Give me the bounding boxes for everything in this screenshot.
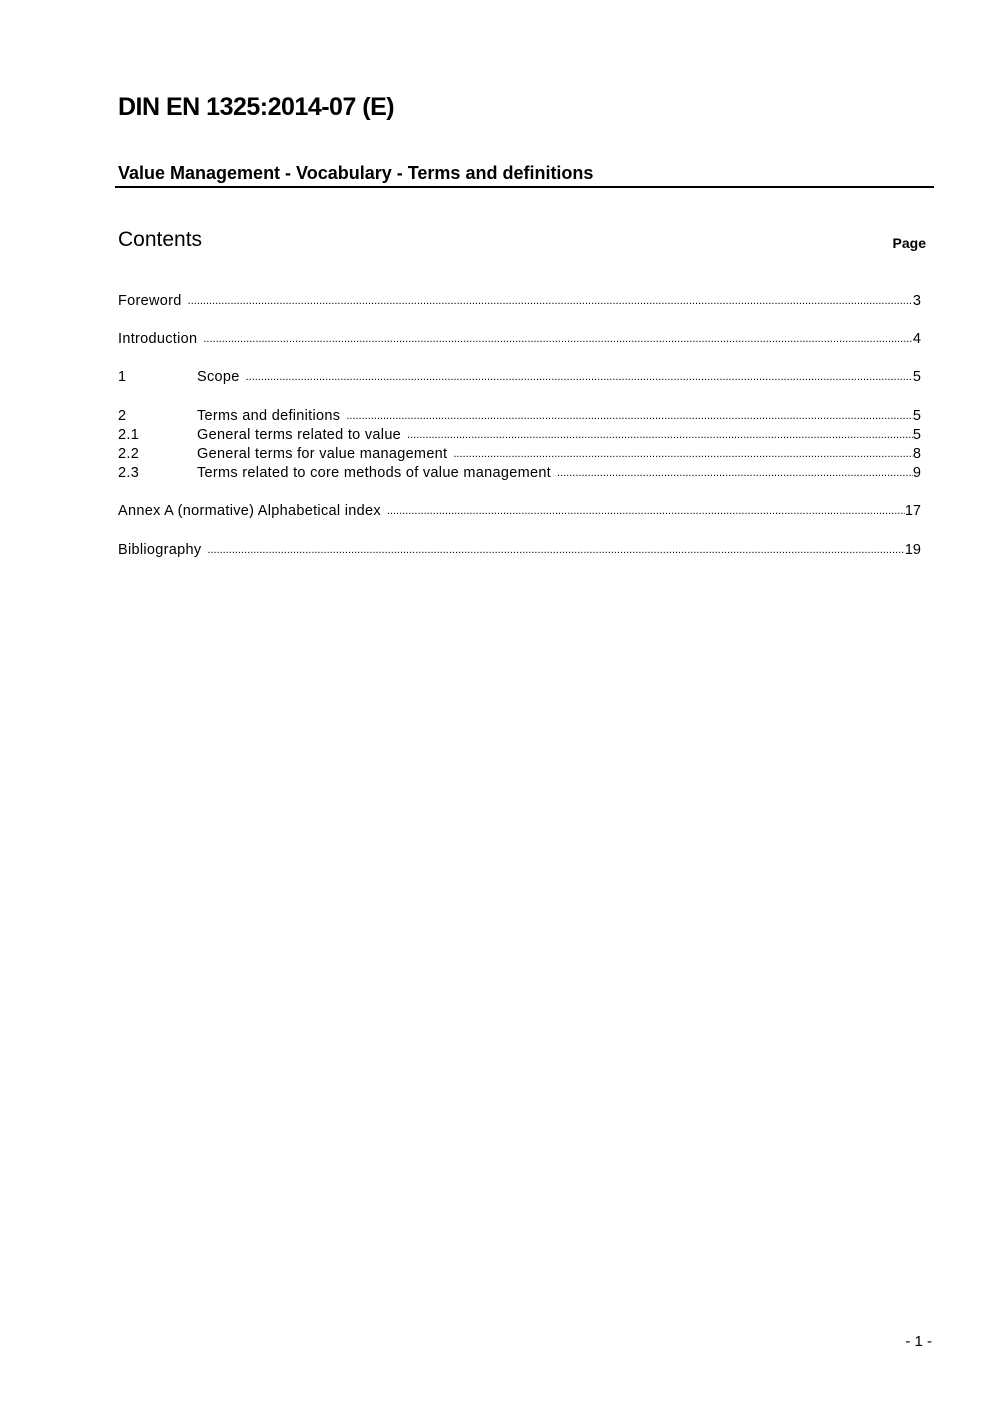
toc-entry-scope[interactable] <box>118 368 921 387</box>
toc-entry-number: 2.3 <box>118 465 140 481</box>
document-title: Value Management - Vocabulary - Terms and definitions <box>118 163 594 183</box>
toc-entry-page: 4 <box>912 331 921 347</box>
toc-entry-number: 1 <box>118 369 127 385</box>
toc-entry-general-terms-value-management[interactable] <box>118 445 921 464</box>
toc-entry-page: 19 <box>904 542 921 558</box>
page-number: - 1 - <box>905 1333 932 1350</box>
toc-entry-title: Bibliography <box>118 542 202 558</box>
toc-entry-title: Scope <box>197 369 240 385</box>
toc-entry-page: 5 <box>912 427 921 443</box>
toc-entry-page: 8 <box>912 446 921 462</box>
toc-entry-page: 17 <box>904 503 921 519</box>
toc-leader-dots <box>346 407 913 426</box>
toc-leader-dots <box>246 368 913 387</box>
toc-entry-terms-and-definitions[interactable] <box>118 407 921 426</box>
toc-entry-page: 5 <box>912 408 921 424</box>
toc-leader-dots <box>557 464 913 483</box>
toc-entry-title: Annex A (normative) Alphabetical index <box>118 503 381 519</box>
toc-entry-number: 2.2 <box>118 446 140 462</box>
title-underline <box>115 186 934 188</box>
document-id: DIN EN 1325:2014-07 (E) <box>118 93 395 121</box>
toc-entry-annex-a[interactable] <box>118 502 921 521</box>
toc-entry-page: 5 <box>912 369 921 385</box>
toc-leader-dots <box>207 541 904 560</box>
page-column-heading: Page <box>892 235 926 251</box>
toc-entry-page: 9 <box>912 465 921 481</box>
toc-entry-number: 2 <box>118 408 127 424</box>
toc-leader-dots <box>203 330 913 349</box>
toc-leader-dots <box>387 502 905 521</box>
contents-heading: Contents <box>118 228 203 251</box>
toc-entry-general-terms-value[interactable] <box>118 426 921 445</box>
toc-entry-core-methods[interactable] <box>118 464 921 483</box>
toc-leader-dots <box>188 292 913 311</box>
toc-entry-title: Terms related to core methods of value management <box>197 465 552 481</box>
toc-entry-title: General terms for value management <box>197 446 448 462</box>
toc-entry-page: 3 <box>912 293 921 309</box>
toc-entry-title: General terms related to value <box>197 427 402 443</box>
toc-entry-introduction[interactable] <box>118 330 921 349</box>
toc-entry-title: Foreword <box>118 293 182 309</box>
toc-entry-bibliography[interactable] <box>118 541 921 560</box>
toc-entry-foreword[interactable] <box>118 292 921 311</box>
toc-entry-title: Introduction <box>118 331 198 347</box>
toc-leader-dots <box>453 445 913 464</box>
toc-entry-title: Terms and definitions <box>197 408 341 424</box>
toc-entry-number: 2.1 <box>118 427 140 443</box>
toc-leader-dots <box>407 426 913 445</box>
